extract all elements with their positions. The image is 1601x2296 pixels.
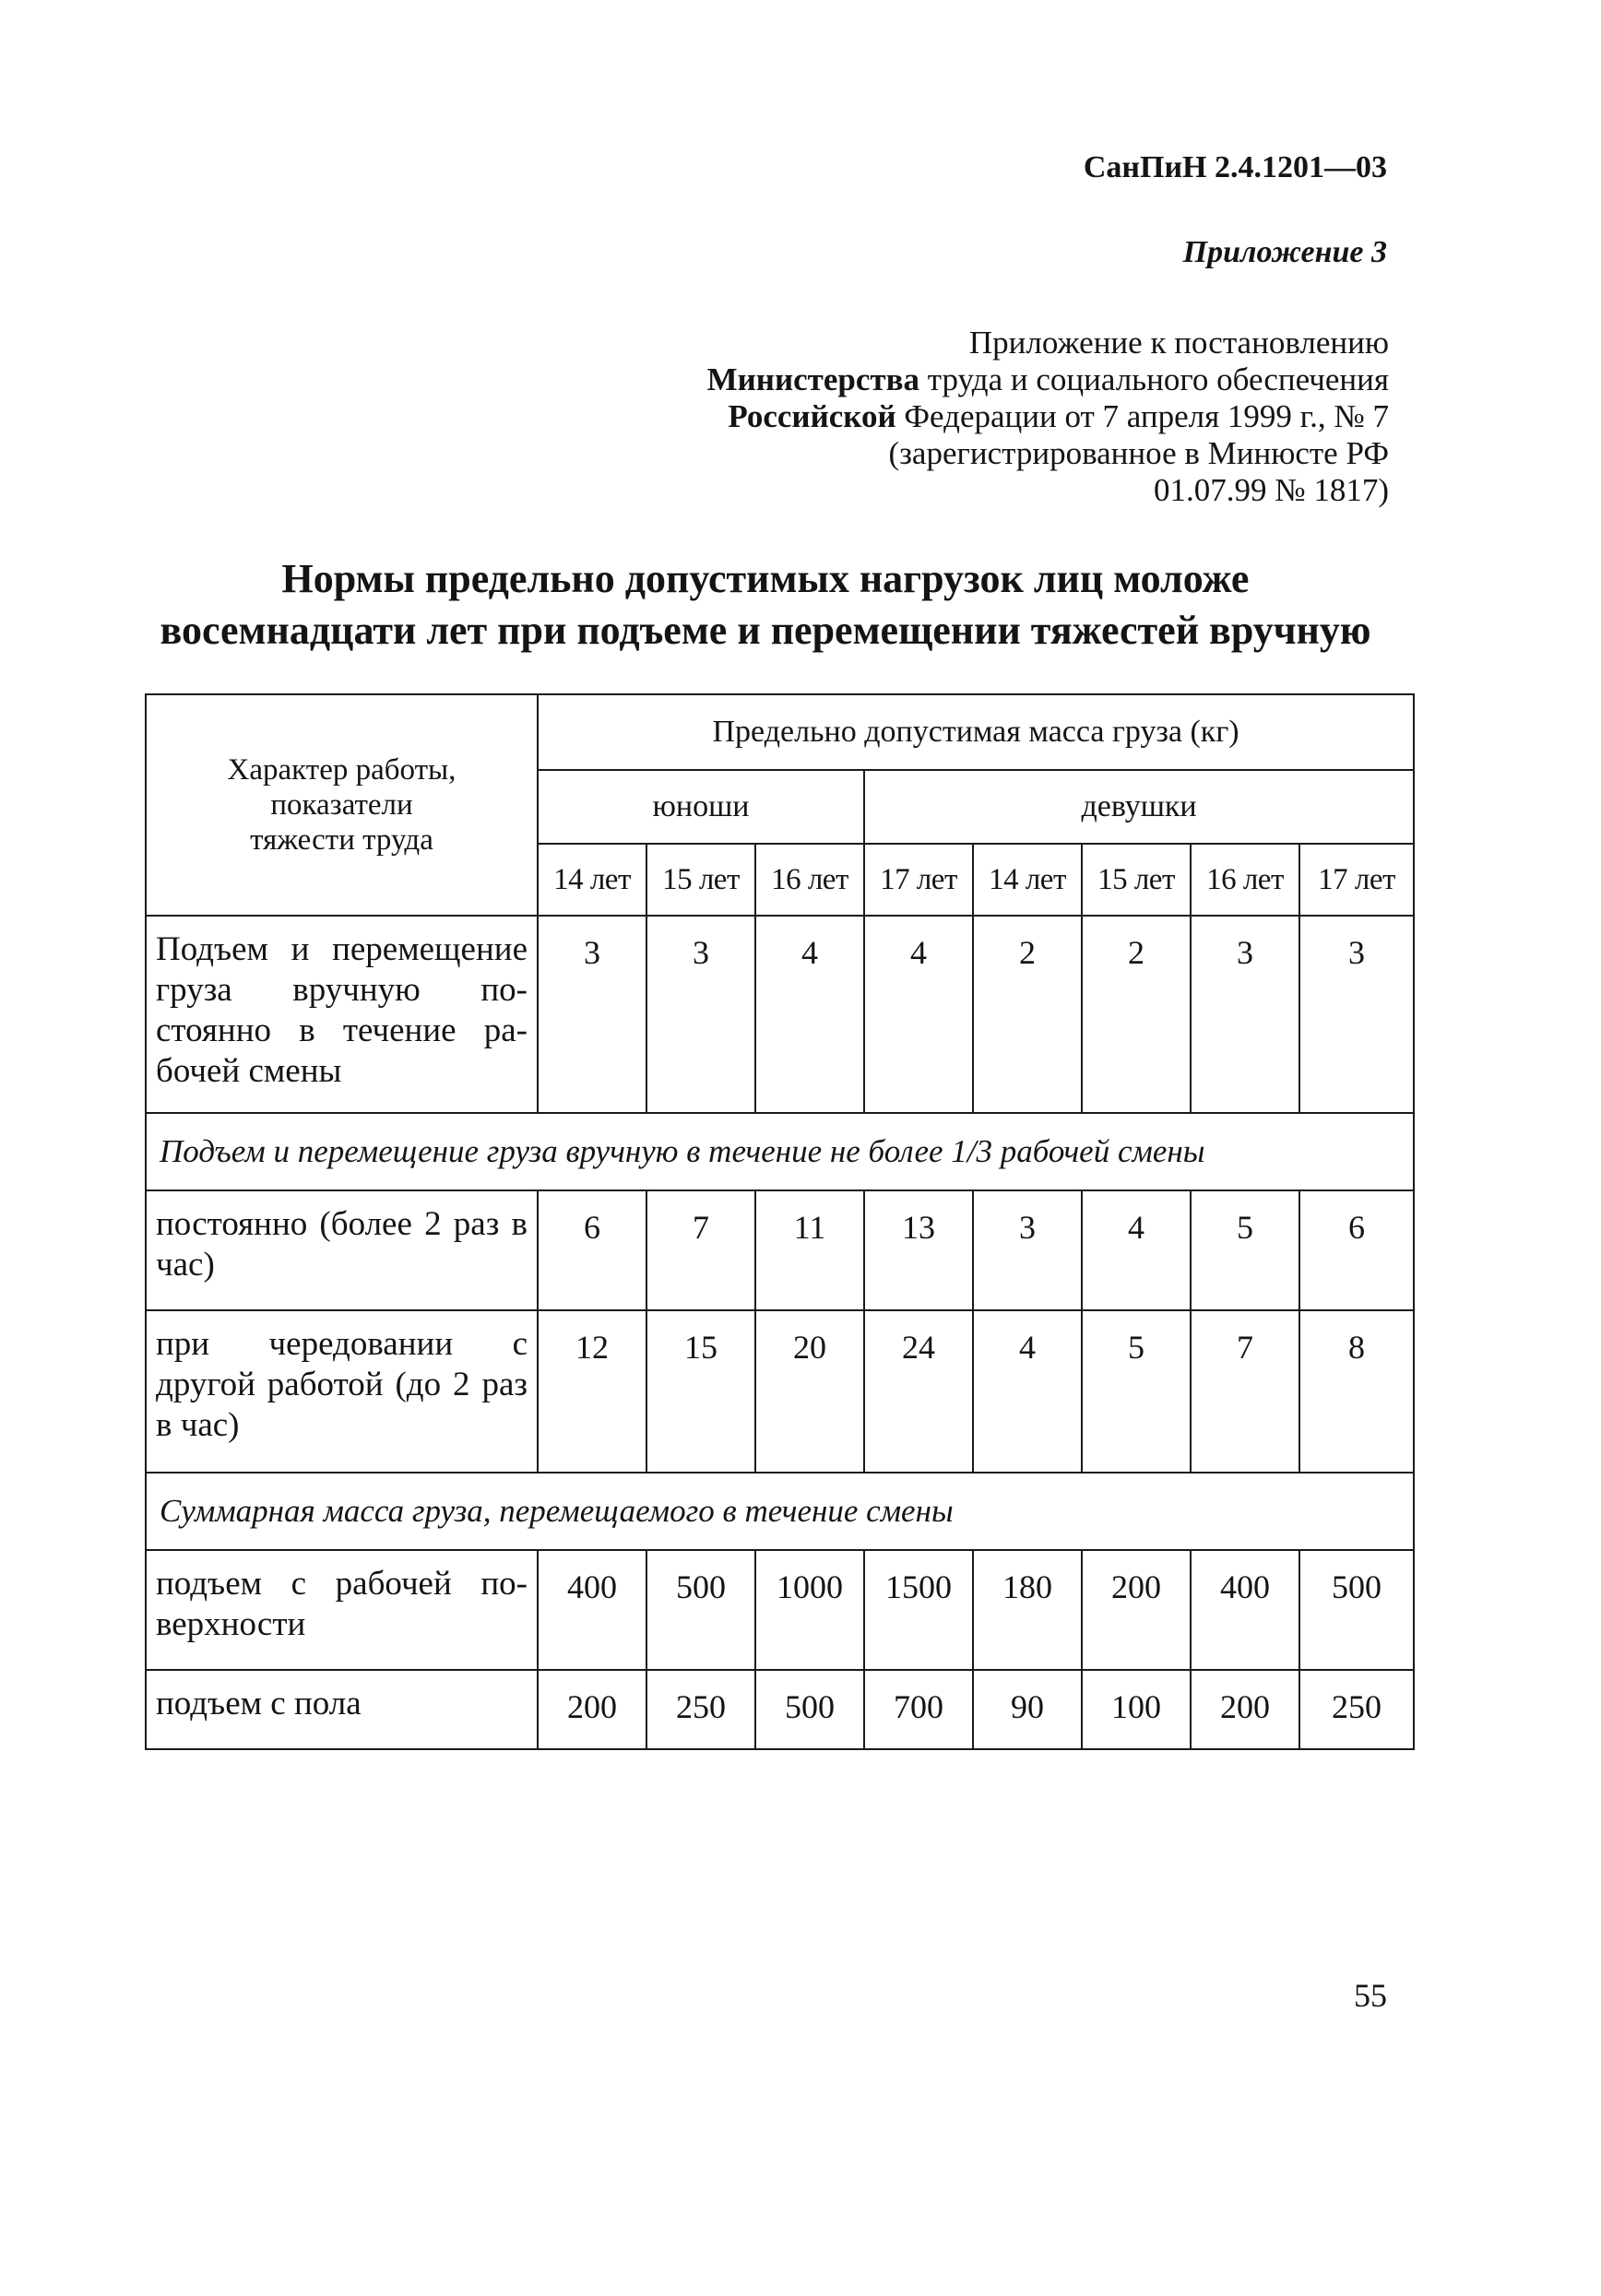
header-age: 16 лет	[1191, 844, 1299, 916]
table-cell: 4	[1082, 1190, 1191, 1310]
reference-line: Российской Федерации от 7 апреля 1999 г., № 7	[728, 398, 1389, 434]
section-heading: Подъем и перемещение груза вручную в течение не более 1/3 рабочей смены	[146, 1113, 1414, 1190]
reference-line: 01.07.99 № 1817)	[1153, 472, 1389, 508]
header-age: 15 лет	[1082, 844, 1191, 916]
row-label: Подъем и перемещение груза вручную постоянно в течение рабочей смены	[146, 916, 538, 1113]
row-label: при чередовании с другой работой (до 2 раз в час)	[146, 1310, 538, 1473]
table-cell: 3	[646, 916, 755, 1113]
table-cell: 3	[1299, 916, 1414, 1113]
table-cell: 5	[1191, 1190, 1299, 1310]
header-age: 14 лет	[973, 844, 1082, 916]
table-cell: 400	[1191, 1550, 1299, 1670]
table-cell: 1000	[755, 1550, 864, 1670]
table-cell: 13	[864, 1190, 973, 1310]
resolution-reference	[374, 325, 1389, 509]
reference-line: Министерства труда и социального обеспечения	[706, 361, 1389, 397]
table-cell: 24	[864, 1310, 973, 1473]
table-cell: 5	[1082, 1310, 1191, 1473]
title-line-1: Нормы предельно допустимых нагрузок лиц моложе	[281, 556, 1250, 601]
table-cell: 4	[755, 916, 864, 1113]
header-age: 16 лет	[755, 844, 864, 916]
table-row	[146, 1670, 1414, 1749]
table-row	[146, 1310, 1414, 1473]
table-cell: 250	[1299, 1670, 1414, 1749]
table-cell: 180	[973, 1550, 1082, 1670]
table-cell: 11	[755, 1190, 864, 1310]
table-cell: 2	[1082, 916, 1191, 1113]
header-work-character: Характер работы, показатели тяжести труда	[146, 694, 538, 916]
table-cell: 7	[646, 1190, 755, 1310]
header-boys: юноши	[538, 770, 864, 844]
table-cell: 250	[646, 1670, 755, 1749]
load-norms-table	[145, 693, 1415, 1750]
document-title	[120, 553, 1411, 657]
table-cell: 4	[973, 1310, 1082, 1473]
table-cell: 15	[646, 1310, 755, 1473]
row-label: подъем с рабочей поверхности	[146, 1550, 538, 1670]
section-heading: Суммарная масса груза, перемещаемого в течение смены	[146, 1473, 1414, 1550]
table-cell: 2	[973, 916, 1082, 1113]
table-cell: 1500	[864, 1550, 973, 1670]
header-girls: девушки	[864, 770, 1414, 844]
table-cell: 700	[864, 1670, 973, 1749]
table-cell: 4	[864, 916, 973, 1113]
section-row	[146, 1113, 1414, 1190]
header-age: 17 лет	[864, 844, 973, 916]
table-cell: 400	[538, 1550, 646, 1670]
table-cell: 200	[538, 1670, 646, 1749]
table-cell: 6	[538, 1190, 646, 1310]
section-row	[146, 1473, 1414, 1550]
table-cell: 3	[1191, 916, 1299, 1113]
table-cell: 500	[646, 1550, 755, 1670]
table-cell: 7	[1191, 1310, 1299, 1473]
table-cell: 3	[538, 916, 646, 1113]
reference-line: Приложение к постановлению	[968, 325, 1389, 361]
table-cell: 500	[755, 1670, 864, 1749]
table-row	[146, 916, 1414, 1113]
header-age: 15 лет	[646, 844, 755, 916]
row-label: подъем с пола	[146, 1670, 538, 1749]
table-cell: 100	[1082, 1670, 1191, 1749]
reference-line: (зарегистрированное в Минюсте РФ	[888, 435, 1389, 471]
row-label: постоянно (более 2 раз в час)	[146, 1190, 538, 1310]
table-cell: 3	[973, 1190, 1082, 1310]
table-cell: 90	[973, 1670, 1082, 1749]
header-max-mass: Предельно допустимая масса груза (кг)	[538, 694, 1414, 770]
table-cell: 20	[755, 1310, 864, 1473]
table-row	[146, 1550, 1414, 1670]
appendix-number: Приложение 3	[1182, 235, 1387, 269]
header-age: 14 лет	[538, 844, 646, 916]
title-line-2: восемнадцати лет при подъеме и перемещении тяжестей вручную	[160, 608, 1371, 653]
table-row	[146, 1190, 1414, 1310]
document-code: СанПиН 2.4.1201—03	[1083, 150, 1387, 184]
table-cell: 8	[1299, 1310, 1414, 1473]
page-number: 55	[1354, 1977, 1387, 2014]
table-cell: 500	[1299, 1550, 1414, 1670]
table-cell: 200	[1191, 1670, 1299, 1749]
table-cell: 6	[1299, 1190, 1414, 1310]
header-age: 17 лет	[1299, 844, 1414, 916]
table-cell: 12	[538, 1310, 646, 1473]
table-cell: 200	[1082, 1550, 1191, 1670]
